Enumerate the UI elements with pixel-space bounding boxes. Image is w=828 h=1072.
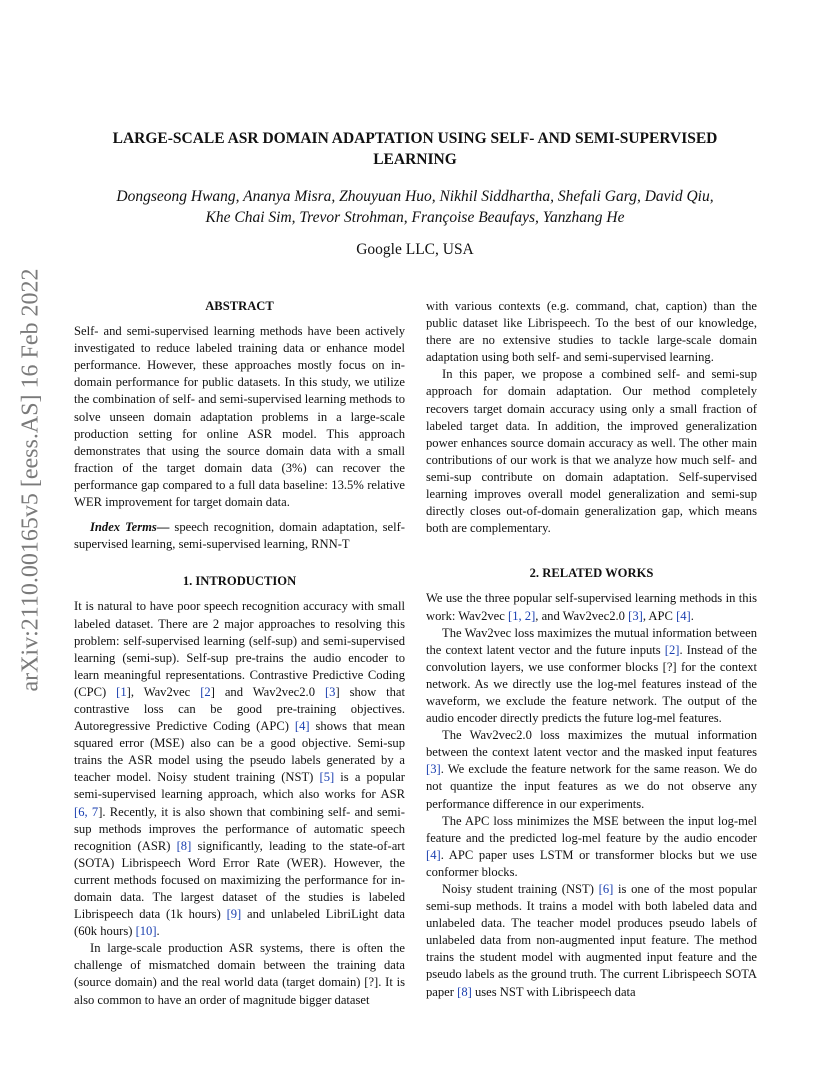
title-line-1: LARGE-SCALE ASR DOMAIN ADAPTATION USING SELF- AND SEMI-SUPERVISED: [112, 130, 718, 147]
citation-link[interactable]: [3]: [426, 762, 441, 777]
abstract-heading: ABSTRACT: [205, 299, 274, 313]
citation-link[interactable]: [4]: [676, 608, 691, 623]
authors-line-2: Khe Chai Sim, Trevor Strohman, Françoise Beaufays, Yanzhang He: [205, 209, 625, 226]
author-list: [74, 186, 756, 228]
affiliation: Google LLC, USA: [356, 241, 474, 258]
paper-title: [74, 128, 756, 170]
title-line-2: LEARNING: [373, 151, 457, 168]
arxiv-id: arXiv:2110.00165v5 [eess.AS] 16 Feb 2022: [17, 268, 44, 692]
citation-link[interactable]: [6]: [598, 882, 614, 896]
related-paragraph-3: The Wav2vec2.0 loss maximizes the mutual information between the context latent vector and the masked input features [3]. We exclude the feature network for the same reason. We do not quantize the input features as we do not observe any performance difference in our experiments.: [426, 728, 757, 811]
related-paragraph-2: The Wav2vec loss maximizes the mutual information between the context latent vector and the future inputs [2]. Instead of the convolution layers, we use conformer blocks [?] for the context network. As we directly use the log-mel features instead of the waveform, we exclude the feature network. The output of the audio encoder directly predicts the future log-mel features.: [426, 625, 757, 726]
citation-link[interactable]: [4]: [294, 719, 310, 734]
citation-link[interactable]: [8]: [457, 984, 472, 999]
citation-link[interactable]: [9]: [226, 907, 242, 922]
related-works-heading: 2. RELATED WORKS: [529, 566, 654, 581]
index-terms: [74, 519, 405, 553]
left-column: [74, 298, 405, 1009]
index-terms-text: speech recognition, domain adaptation, self-supervised learning, semi-supervised learning, RNN-T: [74, 520, 405, 552]
index-terms-label: Index Terms—: [90, 520, 170, 535]
citation-link[interactable]: [1: [116, 684, 127, 699]
citation-link[interactable]: [1, 2]: [508, 608, 536, 623]
right-column: [426, 298, 757, 1001]
related-paragraph-4: The APC loss minimizes the MSE between the input log-mel feature and the predicted log-mel feature by the audio encoder [4]. APC paper uses LSTM or transformer blocks but we use conformer blocks.: [426, 813, 757, 879]
citation-link[interactable]: [5]: [319, 770, 335, 785]
authors-line-1: Dongseong Hwang, Ananya Misra, Zhouyuan Huo, Nikhil Siddhartha, Shefali Garg, David Qiu,: [116, 188, 714, 205]
citation-link[interactable]: [10]: [135, 924, 157, 939]
citation-link[interactable]: [8]: [176, 838, 192, 853]
related-paragraph-5: Noisy student training (NST) [6] is one of the most popular semi-sup methods. It trains a model with both labeled data and unlabeled data. The teacher model produces pseudo labels of unlabeled data from non-augmented input feature. The method trains the student model with augmented input feature and the pseudo labels as the ground truth. The current Librispeech SOTA paper [8] uses NST with Librispeech data: [426, 882, 757, 999]
citation-link[interactable]: [3]: [628, 608, 643, 623]
abstract-text: Self- and semi-supervised learning methods have been actively investigated to reduce labeled training data or enhance model performance. However, these approaches mostly focus on in-domain performance for public datasets. In this study, we utilize the combination of self- and semi-supervised learning methods to solve unseen domain adaptation problems in a large-scale production setting for online ASR model. This approach demonstrates that using the source domain data with a small fraction of the target domain data (3%) can recover the performance gap compared to a full data baseline: 13.5% relative WER improvement for target domain data.: [74, 324, 405, 510]
citation-link[interactable]: [3: [324, 684, 336, 699]
related-paragraph-1: We use the three popular self-supervised learning methods in this work: Wav2vec [1, 2], and Wav2vec2.0 [3], APC [4].: [426, 591, 757, 623]
intro-paragraph-2-cont: with various contexts (e.g. command, chat, caption) than the public dataset like Librispeech. To the best of our knowledge, there are no extensive studies to tackle large-scale domain adaptation using both self- and semi-supervised learning.: [426, 299, 757, 365]
citation-link[interactable]: [4]: [426, 847, 441, 862]
intro-paragraph-2: In large-scale production ASR systems, there is often the challenge of mismatched domain between the training data (source domain) and the real world data (target domain) [?]. It is also common to have an order of magnitude bigger dataset: [74, 941, 405, 1007]
arxiv-stamp: [11, 268, 51, 692]
citation-link[interactable]: [2: [200, 684, 211, 699]
citation-link[interactable]: [2]: [664, 642, 680, 657]
introduction-heading: 1. INTRODUCTION: [182, 574, 297, 589]
intro-paragraph-3: In this paper, we propose a combined self- and semi-sup approach for domain adaptation. Our method completely recovers target domain accuracy using only a small fraction of labeled target data. In addition, the improved generalization power enhances source domain accuracy as well. The other main contributions of our work is that we analyze how much self- and semi-sup contribute on domain adaptation. Self-supervised learning improves overall model generalization and semi-sup directly closes out-of-domain generalization gap, which means both are complementary.: [426, 367, 757, 536]
intro-paragraph-1: It is natural to have poor speech recognition accuracy with small labeled dataset. There are 2 major approaches to resolving this problem: self-supervised learning (self-sup) and semi-supervised learning (semi-sup). Self-sup pre-trains the audio encoder to learn meaningful representations. Contrastive Predictive Coding (CPC) [1], Wav2vec [2] and Wav2vec2.0 [3] show that contrastive loss can be good pre-training objectives. Autoregressive Predictive Coding (APC) [4] shows that mean squared error (MSE) also can be a good objective. Semi-sup trains the ASR model using the pseudo labels generated by a teacher model. Noisy student training (NST) [5] is a popular semi-supervised learning approach, which also works for ASR [6, 7]. Recently, it is also shown that combining self- and semi-sup methods improves the performance of automatic speech recognition (ASR) [8] significantly, leading to the state-of-art (SOTA) Librispeech Word Error Rate (WER). However, the current methods focused on maximizing the performance for in-domain data. The largest dataset of the studies is labeled Librispeech data (1k hours) [9] and unlabeled LibriLight data (60k hours) [10].: [74, 599, 406, 939]
citation-link[interactable]: [6, 7: [74, 804, 99, 819]
